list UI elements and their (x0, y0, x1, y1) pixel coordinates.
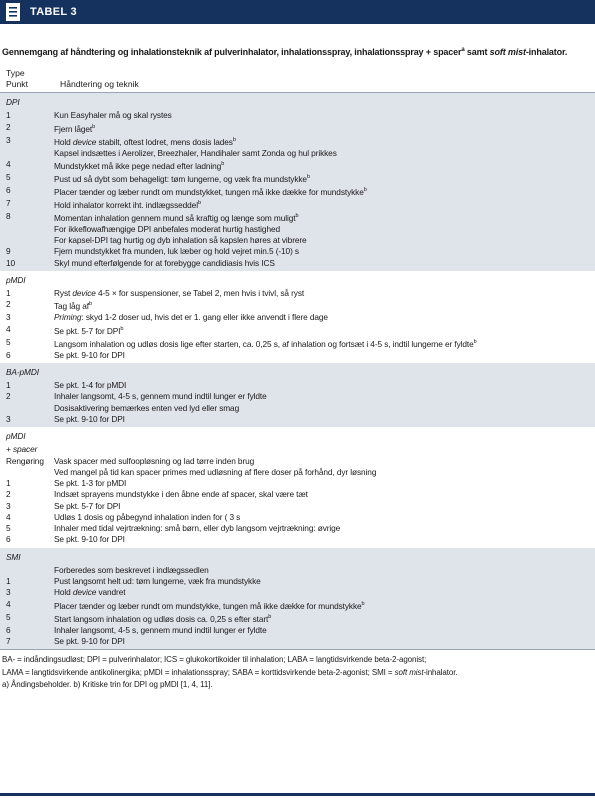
column-headers (0, 58, 595, 93)
section-title: DPI (6, 97, 20, 107)
row-text: Start langsom inhalation og udløs dosis ca. 0,25 s efter start$^b$ (54, 613, 272, 624)
row-text: Indsæt sprayens mundstykke i den åbne ende af spacer, skal være tæt (54, 489, 308, 500)
row-point: 4 (6, 158, 11, 169)
table-row (0, 258, 595, 269)
document-list-icon (6, 3, 20, 21)
table-row (0, 636, 595, 647)
row-text: Pust langsomt helt ud: tøm lungerne, væk fra mundstykke (54, 576, 261, 587)
table-row (0, 135, 595, 148)
row-text: Inhaler langsomt, 4-5 s, gennem mund indtil lunger er fyldte (54, 624, 267, 635)
row-text: Placer tænder og læber rundt om mundstykket, tungen må ikke dække for mundstykke$^b$ (54, 186, 367, 197)
table-row (0, 534, 595, 545)
table-body (0, 93, 595, 649)
row-text: Kapsel indsættes i Aerolizer, Breezhaler, Handihaler samt Zonda og hul prikkes (54, 147, 337, 158)
row-text: Ryst device 4-5 × for suspensioner, se Tabel 2, men hvis i tvivl, så ryst (54, 288, 305, 299)
row-point: 2 (6, 489, 11, 500)
section-title: pMDI (6, 431, 26, 442)
row-text: Ved mangel på tid kan spacer primes med udløsning af flere doser på forhånd, dyr løsning (54, 466, 377, 477)
row-point: 3 (6, 413, 11, 424)
row-point: 7 (6, 197, 11, 208)
row-text: For ikkeflowafhængige DPI anbefales moderat hurtig hastighed (54, 223, 280, 234)
table-row (0, 489, 595, 500)
row-point: 5 (6, 336, 11, 347)
row-text: Se pkt. 5-7 for DPI (54, 500, 121, 511)
column-header-handling: Håndtering og teknik (60, 78, 139, 89)
table-row (0, 235, 595, 246)
table-row (0, 211, 595, 224)
section-title: pMDI (6, 274, 26, 285)
table-row (0, 159, 595, 172)
table-row (0, 246, 595, 257)
row-point: 3 (6, 312, 11, 323)
row-point: 10 (6, 257, 16, 268)
table-row (0, 185, 595, 198)
table-row (0, 312, 595, 323)
row-text: Hold inhalator korrekt iht. indlægsseddel$^b$ (54, 199, 201, 210)
row-point: 5 (6, 523, 11, 534)
table-section (0, 548, 595, 650)
row-point (0, 565, 54, 576)
row-point (0, 403, 54, 414)
row-point (0, 224, 54, 235)
table-section (0, 427, 595, 548)
row-text: Mundstykket må ikke pege nedad efter ladning$^b$ (54, 160, 225, 171)
row-text: Langsom inhalation og udløs dosis lige efter starten, ca. 0,25 s, af inhalation og fortsæt i 4-5 s, indtil lungerne er fyldte$^b$ (54, 338, 477, 349)
row-point: 1 (6, 110, 11, 121)
row-text: Vask spacer med sulfoopløsning og lad tørre inden brug (54, 455, 255, 466)
row-point: 1 (6, 288, 11, 299)
row-point: 7 (6, 635, 11, 646)
row-point: 3 (6, 500, 11, 511)
row-point: Rengøring (6, 455, 44, 466)
row-text: Se pkt. 5-7 for DPI$^b$ (54, 325, 124, 336)
table-row (0, 467, 595, 478)
table-row (0, 403, 595, 414)
row-text: Pust ud så dybt som behageligt: tøm lungerne, og væk fra mundstykke$^b$ (54, 173, 310, 184)
row-point (0, 148, 54, 159)
column-header-type: Type Punkt (6, 68, 28, 89)
row-point: 4 (6, 511, 11, 522)
row-point: 1 (6, 576, 11, 587)
table-row (0, 523, 595, 534)
table-row (0, 324, 595, 337)
row-point: 1 (6, 478, 11, 489)
bottom-rule (0, 793, 595, 796)
table-row (0, 599, 595, 612)
row-text: Dosisaktivering bemærkes enten ved lyd eller smag (54, 402, 240, 413)
row-point: 3 (6, 134, 11, 145)
row-point: 6 (6, 534, 11, 545)
table-section (0, 271, 595, 363)
row-point: 6 (6, 184, 11, 195)
row-point: 5 (6, 611, 11, 622)
row-text: Momentan inhalation gennem mund så kraftig og længe som muligt$^b$ (54, 212, 299, 223)
row-point: 6 (6, 349, 11, 360)
table-row (0, 224, 595, 235)
table-row (0, 172, 595, 185)
row-text: For kapsel-DPI tag hurtig og dyb inhalation så kapslen høres at vibrere (54, 235, 307, 246)
row-text: Forberedes som beskrevet i indlægssedlen (54, 564, 209, 575)
table-row (0, 456, 595, 467)
row-text: Fjern mundstykket fra munden, luk læber og hold vejret min.5 (-10) s (54, 246, 299, 257)
table-row (0, 478, 595, 489)
table-section (0, 363, 595, 427)
table-row (0, 414, 595, 425)
row-text: Tag låg $af^b$ (54, 301, 92, 312)
table-title: TABEL 3 (30, 6, 77, 18)
row-text: Se pkt. 1-3 for pMDI (54, 478, 127, 489)
table-row (0, 148, 595, 159)
row-point: 2 (6, 299, 11, 310)
row-text: Skyl mund efterfølgende for at forebygge candidiasis hvis ICS (54, 257, 275, 268)
row-text: Udløs 1 dosis og påbegynd inhalation inden for ( 3 s (54, 511, 241, 522)
table-section (0, 93, 595, 271)
row-text: Hold device stabilt, oftest lodret, mens dosis lades$^b$ (54, 136, 236, 147)
row-point: 3 (6, 587, 11, 598)
table-row (0, 110, 595, 121)
row-text: Fjern låget$^b$ (54, 123, 96, 134)
row-point (0, 235, 54, 246)
row-text: Se pkt. 9-10 for DPI (54, 413, 125, 424)
row-point: 8 (6, 210, 11, 221)
table-row (0, 612, 595, 625)
row-text: Se pkt. 9-10 for DPI (54, 349, 125, 360)
section-title: SMI (6, 551, 21, 562)
table-row (0, 512, 595, 523)
row-point: 4 (6, 598, 11, 609)
row-text: Se pkt. 9-10 for DPI (54, 635, 125, 646)
row-text: Kun Easyhaler må og skal rystes (54, 110, 172, 121)
table-row (0, 198, 595, 211)
row-point: 6 (6, 624, 11, 635)
table-row (0, 576, 595, 587)
table-row (0, 501, 595, 512)
row-text: Inhaler med tidal vejrtrækning: små børn, eller dyb langsom vejrtrækning: øvrige (54, 523, 341, 534)
table-footnotes: BA- = indåndingsudløst; DPI = pulverinhalator; ICS = glukokortikoider til inhalation; LABA = langtidsvirkende beta-2-agonist; LAMA = langtidsvirkende antikolinergika; pMDI = inhalationsspray; SABA = korttidsvirkende beta-2-agonist; SMI = soft mist-inhalator. a) Åndingsbeholder. b) Kritiske trin for DPI og pMDI [1, 4, 11]. (0, 649, 595, 692)
table-row (0, 350, 595, 361)
row-text: Priming: skyd 1-2 doser ud, hvis det er 1. gang eller ikke anvendt i flere dage (54, 312, 328, 323)
row-text: Placer tænder og læber rundt om mundstykke, tungen må ikke dække for mundstykke$^b$ (54, 600, 365, 611)
table-row (0, 565, 595, 576)
table-row (0, 380, 595, 391)
table-row (0, 391, 595, 402)
row-text: Inhaler langsomt, 4-5 s, gennem mund indtil lunger er fyldte (54, 391, 267, 402)
row-text: Se pkt. 9-10 for DPI (54, 534, 125, 545)
row-point: 2 (6, 391, 11, 402)
row-point: 1 (6, 380, 11, 391)
table-row (0, 337, 595, 350)
table-row (0, 122, 595, 135)
row-point: 5 (6, 171, 11, 182)
section-subtitle: + spacer (6, 444, 38, 455)
section-title: BA-pMDI (6, 366, 39, 377)
row-point: 4 (6, 323, 11, 334)
row-text: Hold device vandret (54, 587, 126, 598)
row-point: 9 (6, 246, 11, 257)
table-row (0, 288, 595, 299)
row-point (0, 467, 54, 478)
table-row (0, 587, 595, 598)
table-caption: Gennemgang af håndtering og inhalationsteknik af pulverinhalator, inhalationsspray, inhalationsspray + spacer$^a$ samt soft mist-inhalator. (2, 47, 568, 57)
table-row (0, 625, 595, 636)
table-row (0, 299, 595, 312)
table-header-bar (0, 0, 595, 24)
row-text: Se pkt. 1-4 for pMDI (54, 380, 127, 391)
row-point: 2 (6, 121, 11, 132)
